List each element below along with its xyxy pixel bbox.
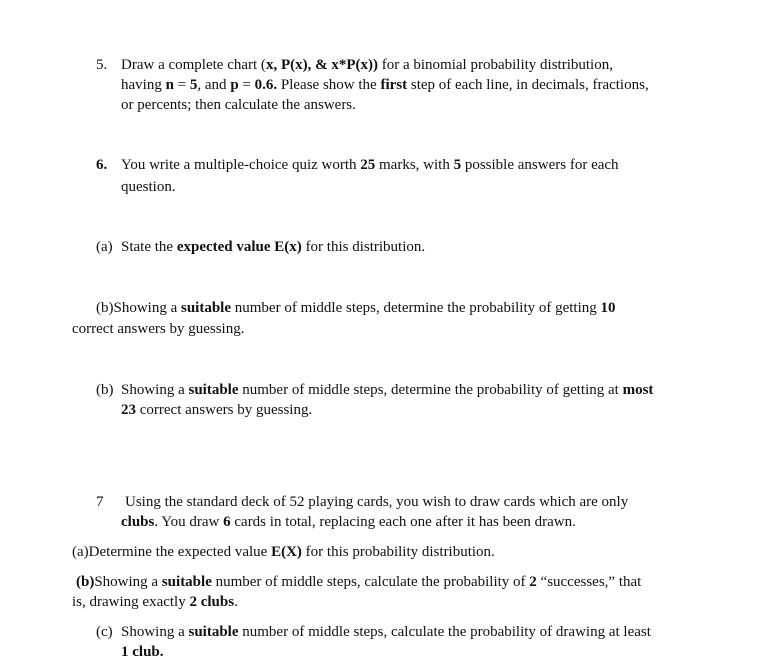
question-5-line-2: having n = 5, and p = 0.6. Please show the first step of each line, in decimals, fractions, bbox=[121, 77, 649, 93]
question-7-part-c-line-2: 1 club. bbox=[121, 644, 164, 660]
question-5-line-3: or percents; then calculate the answers. bbox=[121, 97, 356, 113]
question-7-part-c-label: (c) bbox=[96, 624, 113, 640]
question-7-part-a: (a)Determine the expected value E(X) for this probability distribution. bbox=[72, 544, 495, 560]
question-6-part-b2: Showing a suitable number of middle steps, determine the probability of getting at most bbox=[121, 382, 654, 398]
question-7-line-1: Using the standard deck of 52 playing cards, you wish to draw cards which are only bbox=[125, 494, 629, 510]
question-6-part-a-label: (a) bbox=[96, 239, 113, 255]
question-5-number: 5. bbox=[96, 57, 108, 73]
question-7-number: 7 bbox=[96, 494, 104, 510]
question-6-part-b2-label: (b) bbox=[96, 382, 114, 398]
question-6-number: 6. bbox=[96, 157, 108, 173]
question-6-part-b: (b)Showing a suitable number of middle steps, determine the probability of getting 10 bbox=[96, 300, 616, 316]
question-6-part-b-line-2: correct answers by guessing. bbox=[72, 321, 245, 337]
question-7-part-b-line-2: is, drawing exactly 2 clubs. bbox=[72, 594, 238, 610]
question-7-line-2: clubs. You draw 6 cards in total, replacing each one after it has been drawn. bbox=[121, 514, 576, 530]
question-6-line-2: question. bbox=[121, 179, 176, 195]
question-7-part-b: (b)Showing a suitable number of middle steps, calculate the probability of 2 “successes,” that bbox=[76, 574, 642, 590]
question-7-part-c: Showing a suitable number of middle steps, calculate the probability of drawing at least bbox=[121, 624, 651, 640]
question-6-line-1: You write a multiple-choice quiz worth 25 marks, with 5 possible answers for each bbox=[121, 157, 619, 173]
question-5-line-1: Draw a complete chart (x, P(x), & x*P(x)) for a binomial probability distribution, bbox=[121, 57, 613, 73]
question-6-part-a: State the expected value E(x) for this distribution. bbox=[121, 239, 426, 255]
question-6-part-b2-line-2: 23 correct answers by guessing. bbox=[121, 402, 313, 418]
